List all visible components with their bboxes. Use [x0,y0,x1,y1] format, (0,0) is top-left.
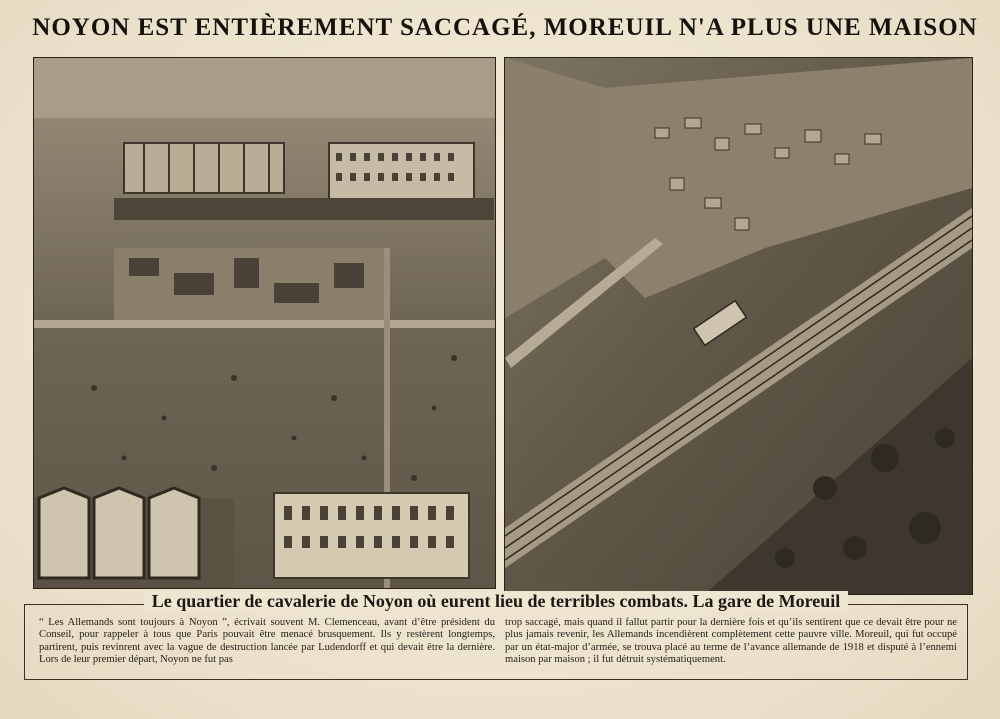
caption-box [24,591,968,680]
caption-title [25,591,967,612]
caption-right-column: trop saccagé, mais quand il fallut partir pour la dernière fois et qu’ils sentirent que ce devait être pour ne plus jamais revenir, les Allemands incendièrent complètement cette pauvre ville. Moreuil, qui fut occupé par un état-major d’armée, se trouva placé au terme de l’avance allemande de 1918 et disputé à l’ennemi maison par maison ; il fut détruit systématiquement. [505,617,957,666]
moreuil-aerial-photo [504,57,973,595]
noyon-photo-drawing [34,58,495,588]
caption-left-column: “ Les Allemands sont toujours à Noyon ”, écrivait souvent M. Clemenceau, avant d’être président du Conseil, pour rappeler à tous que Paris pouvait être menacé brusquement. Ils y restèrent longtemps, partirent, puis revinrent avec la vague de destruction lancée par Ludendorff et qui devait être la dernière. Lors de leur premier départ, Noyon ne fut pas [39,617,495,666]
moreuil-photo-drawing [505,58,972,594]
page-headline: NOYON EST ENTIÈREMENT SACCAGÉ, MOREUIL N'A PLUS UNE MAISON [32,14,978,41]
caption-title-text: Le quartier de cavalerie de Noyon où eurent lieu de terribles combats. La gare de Moreuil [144,591,849,611]
noyon-aerial-photo [33,57,496,589]
